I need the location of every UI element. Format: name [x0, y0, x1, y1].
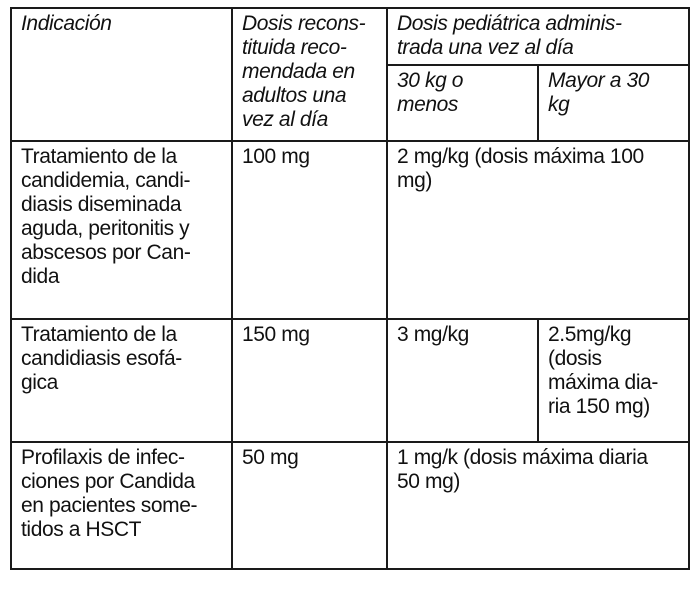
header-indicacion: Indicación — [11, 8, 232, 141]
row-indication: Tratamiento de la candidemia, candi- diasis diseminada aguda, peritonitis y abscesos por Can- dida — [11, 141, 232, 319]
table-row — [11, 442, 689, 569]
table-header-row — [11, 8, 689, 65]
table-row — [11, 141, 689, 319]
header-weight-low: 30 kg o menos — [387, 65, 538, 141]
header-pediatric-dose: Dosis pediátrica adminis- trada una vez al día — [387, 8, 689, 65]
dosage-table — [10, 7, 690, 570]
row-indication: Tratamiento de la candidiasis esofá- gica — [11, 319, 232, 442]
row-pediatric-dose: 1 mg/k (dosis máxima diaria 50 mg) — [387, 442, 689, 569]
header-adult-dose: Dosis recons- tituida reco- mendada en adultos una vez al día — [232, 8, 387, 141]
header-weight-high: Mayor a 30 kg — [538, 65, 689, 141]
row-pediatric-dose-high: 2.5mg/kg (dosis máxima dia- ria 150 mg) — [538, 319, 689, 442]
row-pediatric-dose-low: 3 mg/kg — [387, 319, 538, 442]
row-adult-dose: 50 mg — [232, 442, 387, 569]
row-pediatric-dose: 2 mg/kg (dosis máxima 100 mg) — [387, 141, 689, 319]
row-adult-dose: 150 mg — [232, 319, 387, 442]
row-adult-dose: 100 mg — [232, 141, 387, 319]
table-row — [11, 319, 689, 442]
row-indication: Profilaxis de infec- ciones por Candida en pacientes some- tidos a HSCT — [11, 442, 232, 569]
